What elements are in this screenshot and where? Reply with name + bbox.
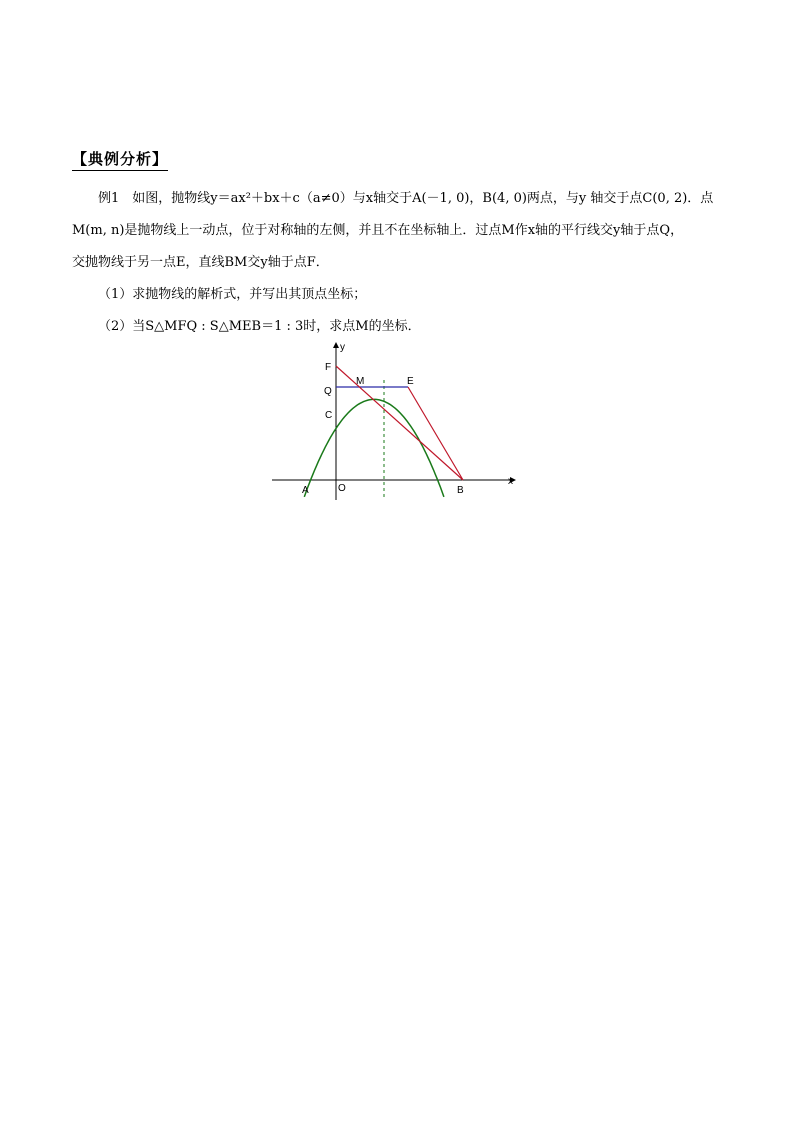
parabola-figure xyxy=(270,340,530,510)
label-O: O xyxy=(338,483,346,494)
label-Q: Q xyxy=(324,386,332,397)
question-2: （2）当S△MFQ : S△MEB＝1 : 3时，求点M的坐标． xyxy=(98,319,421,334)
label-y-axis: y xyxy=(340,342,345,353)
problem-line-1: 例1 如图，抛物线y＝ax²＋bx＋c（a≠0）与x轴交于A(－1, 0)，B(4, 0)两点，与y 轴交于点C(0, 2)．点 xyxy=(98,191,714,206)
question-1: （1）求抛物线的解析式，并写出其顶点坐标； xyxy=(98,287,367,302)
label-B: B xyxy=(457,485,464,496)
label-A: A xyxy=(302,485,309,496)
label-x-axis: x xyxy=(508,476,513,487)
problem-line-2: M(m, n)是抛物线上一动点，位于对称轴的左侧，并且不在坐标轴上．过点M作x轴的平行线交y轴于点Q， xyxy=(72,223,684,238)
problem-line-3: 交抛物线于另一点E，直线BM交y轴于点F． xyxy=(72,255,329,270)
label-F: F xyxy=(325,362,332,373)
section-heading: 【典例分析】 xyxy=(72,148,168,171)
label-C: C xyxy=(325,410,333,421)
label-M: M xyxy=(356,376,365,387)
y-axis-arrow xyxy=(333,342,339,348)
label-E: E xyxy=(407,376,414,387)
